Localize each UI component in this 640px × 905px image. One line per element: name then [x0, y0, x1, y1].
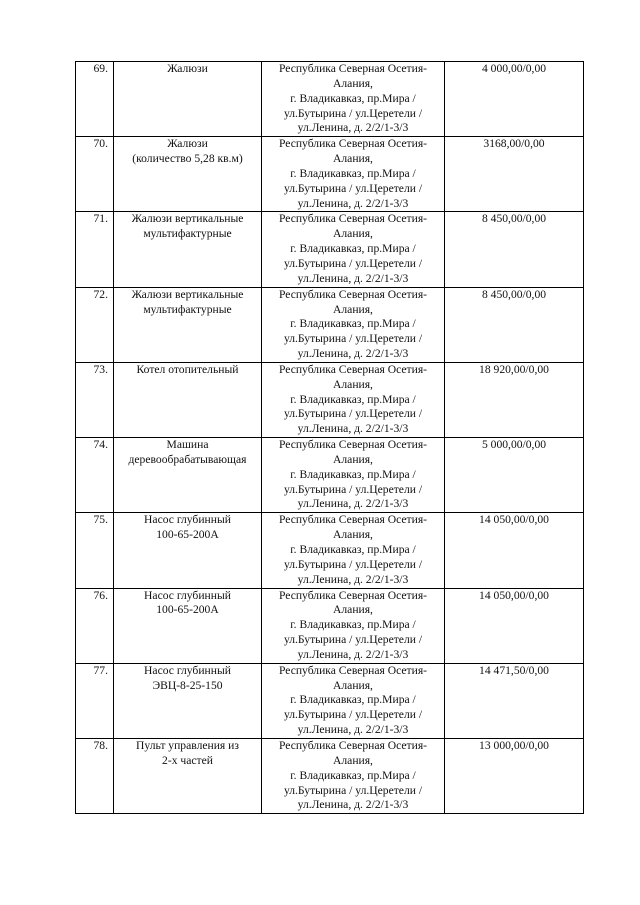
row-number: 76.: [76, 588, 114, 663]
row-number: 71.: [76, 212, 114, 287]
table-row: [76, 287, 584, 362]
item-address: Республика Северная Осетия- Алания, г. Владикавказ, пр.Мира / ул.Бутырина / ул.Церетели / ул.Ленина, д. 2/2/1-3/3: [262, 62, 445, 137]
item-value: 8 450,00/0,00: [445, 287, 584, 362]
item-address: Республика Северная Осетия- Алания, г. Владикавказ, пр.Мира / ул.Бутырина / ул.Церетели / ул.Ленина, д. 2/2/1-3/3: [262, 663, 445, 738]
item-value: 14 050,00/0,00: [445, 588, 584, 663]
item-name: Жалюзи вертикальные мультифактурные: [114, 212, 262, 287]
table-row: [76, 513, 584, 588]
row-number: 70.: [76, 137, 114, 212]
item-address: Республика Северная Осетия- Алания, г. Владикавказ, пр.Мира / ул.Бутырина / ул.Церетели / ул.Ленина, д. 2/2/1-3/3: [262, 287, 445, 362]
item-name: Пульт управления из 2-х частей: [114, 738, 262, 813]
item-name: Котел отопительный: [114, 362, 262, 437]
table-row: [76, 212, 584, 287]
item-name: Жалюзи: [114, 62, 262, 137]
table-row: [76, 663, 584, 738]
table-row: [76, 588, 584, 663]
row-number: 72.: [76, 287, 114, 362]
item-name: Машина деревообрабатывающая: [114, 438, 262, 513]
table-row: [76, 62, 584, 137]
row-number: 77.: [76, 663, 114, 738]
item-value: 4 000,00/0,00: [445, 62, 584, 137]
item-value: 3168,00/0,00: [445, 137, 584, 212]
row-number: 73.: [76, 362, 114, 437]
item-name: Насос глубинный 100-65-200А: [114, 513, 262, 588]
table-row: [76, 738, 584, 813]
item-address: Республика Северная Осетия- Алания, г. Владикавказ, пр.Мира / ул.Бутырина / ул.Церетели / ул.Ленина, д. 2/2/1-3/3: [262, 137, 445, 212]
item-address: Республика Северная Осетия- Алания, г. Владикавказ, пр.Мира / ул.Бутырина / ул.Церетели / ул.Ленина, д. 2/2/1-3/3: [262, 513, 445, 588]
item-name: Насос глубинный ЭВЦ-8-25-150: [114, 663, 262, 738]
item-value: 14 050,00/0,00: [445, 513, 584, 588]
item-address: Республика Северная Осетия- Алания, г. Владикавказ, пр.Мира / ул.Бутырина / ул.Церетели / ул.Ленина, д. 2/2/1-3/3: [262, 438, 445, 513]
item-value: 5 000,00/0,00: [445, 438, 584, 513]
item-value: 14 471,50/0,00: [445, 663, 584, 738]
item-value: 13 000,00/0,00: [445, 738, 584, 813]
row-number: 74.: [76, 438, 114, 513]
item-value: 18 920,00/0,00: [445, 362, 584, 437]
item-value: 8 450,00/0,00: [445, 212, 584, 287]
table-row: [76, 438, 584, 513]
item-name: Жалюзи (количество 5,28 кв.м): [114, 137, 262, 212]
table-row: [76, 137, 584, 212]
item-name: Жалюзи вертикальные мультифактурные: [114, 287, 262, 362]
item-address: Республика Северная Осетия- Алания, г. Владикавказ, пр.Мира / ул.Бутырина / ул.Церетели / ул.Ленина, д. 2/2/1-3/3: [262, 212, 445, 287]
inventory-table: [75, 61, 584, 814]
item-address: Республика Северная Осетия- Алания, г. Владикавказ, пр.Мира / ул.Бутырина / ул.Церетели / ул.Ленина, д. 2/2/1-3/3: [262, 588, 445, 663]
table-row: [76, 362, 584, 437]
item-address: Республика Северная Осетия- Алания, г. Владикавказ, пр.Мира / ул.Бутырина / ул.Церетели / ул.Ленина, д. 2/2/1-3/3: [262, 738, 445, 813]
row-number: 69.: [76, 62, 114, 137]
item-address: Республика Северная Осетия- Алания, г. Владикавказ, пр.Мира / ул.Бутырина / ул.Церетели / ул.Ленина, д. 2/2/1-3/3: [262, 362, 445, 437]
row-number: 78.: [76, 738, 114, 813]
row-number: 75.: [76, 513, 114, 588]
item-name: Насос глубинный 100-65-200А: [114, 588, 262, 663]
